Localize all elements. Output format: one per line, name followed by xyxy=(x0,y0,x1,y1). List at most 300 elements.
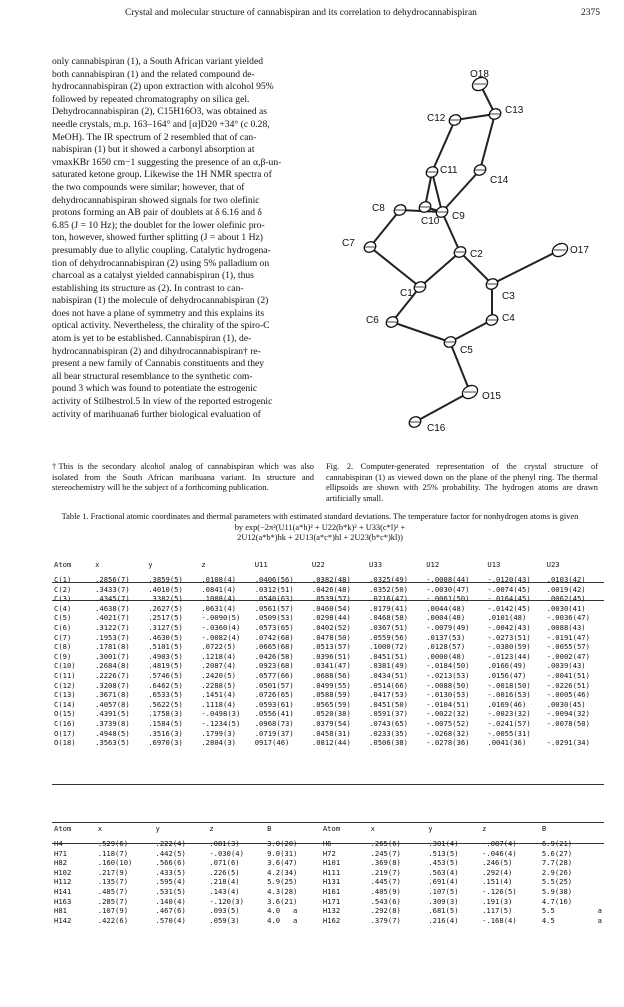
table-cell: .0103(42) xyxy=(546,575,586,584)
table-cell: C(7) xyxy=(54,632,72,642)
table-cell: .0137(53) xyxy=(426,632,466,642)
table-cell: H112 xyxy=(54,877,72,887)
table-cell: .0577(66) xyxy=(254,670,294,680)
body-line: protons forming an AB pair of doublets at δ 6.16 and δ xyxy=(52,207,262,219)
bond-line xyxy=(480,114,495,170)
table-cell: .151(4) xyxy=(482,877,513,887)
table-cell: .0460(54) xyxy=(311,603,351,613)
table-cell: -.0022(32) xyxy=(426,709,470,719)
table-cell: .0426(48) xyxy=(311,584,351,594)
table-cell: -.0130(53) xyxy=(426,690,470,700)
table-cell: .1953(7) xyxy=(95,632,130,642)
table-cell: .0402(52) xyxy=(311,622,351,632)
table-cell: .0559(56) xyxy=(369,632,408,642)
table-cell: .0565(59) xyxy=(311,699,351,709)
body-line: the two compounds were similar; however, that of xyxy=(52,181,245,193)
table-cell: -.0042(43) xyxy=(487,622,531,632)
column-header: Atom xyxy=(54,560,72,569)
table-cell: C(4) xyxy=(54,603,72,613)
table-cell: .118(7) xyxy=(97,848,129,858)
table-cell: .691(4) xyxy=(428,877,459,887)
atomic-coordinates-table xyxy=(52,558,604,748)
bond-line xyxy=(415,392,470,422)
table-cell: .0688(56) xyxy=(311,670,351,680)
body-line: charcoal as a catalyst yielded cannabispiran (1), thus xyxy=(52,270,254,282)
column-header: z xyxy=(209,824,214,833)
table-cell: .1000(72) xyxy=(369,642,408,652)
table-row xyxy=(52,623,604,633)
table-cell: H171 xyxy=(322,896,341,906)
table-row xyxy=(52,719,604,729)
table-cell: .0722(5) xyxy=(201,642,236,652)
table-cell: a xyxy=(597,915,602,925)
table-cell: .081(3) xyxy=(209,839,240,848)
table-cell: .0588(59) xyxy=(311,690,351,700)
table-cell: .2226(7) xyxy=(95,670,130,680)
table-cell: .0451(51) xyxy=(369,651,408,661)
table-cell: .3859(5) xyxy=(148,575,183,584)
atom-label: C7 xyxy=(342,238,355,249)
table-cell: .433(5) xyxy=(155,867,186,877)
table-cell: -.030(4) xyxy=(209,848,244,858)
table-cell: .219(7) xyxy=(370,867,401,877)
table-cell: .0540(63) xyxy=(254,594,294,604)
table-cell: H102 xyxy=(54,867,72,877)
table-cell: H72 xyxy=(322,848,336,858)
table-cell: -.0002(47) xyxy=(546,651,590,661)
column-header: U23 xyxy=(546,560,560,569)
table-cell: -.0078(50) xyxy=(546,718,590,728)
table-cell: -.0016(53) xyxy=(487,690,531,700)
table-cell: .467(6) xyxy=(155,906,186,916)
table-row xyxy=(52,613,604,623)
table-row xyxy=(52,594,604,604)
table-cell: .0128(57) xyxy=(426,642,466,652)
table-cell: -.0273(51) xyxy=(487,632,531,642)
atom-label: C16 xyxy=(427,423,446,434)
table-cell: .301(4) xyxy=(428,839,459,848)
table-cell: .0367(51) xyxy=(369,622,408,632)
table-cell: H131 xyxy=(322,877,341,887)
table-row xyxy=(52,868,604,878)
atom-label: O15 xyxy=(482,391,501,402)
table-cell: 5.9(25) xyxy=(267,877,298,887)
table-cell: .0556(41) xyxy=(254,709,294,719)
table-cell: .3208(7) xyxy=(95,680,130,690)
table-cell: .2517(5) xyxy=(148,613,183,623)
table-cell: 4.5 xyxy=(541,915,555,925)
table-cell: .369(8) xyxy=(370,858,401,868)
table-cell: .0513(57) xyxy=(311,642,351,652)
table-cell: -.0036(47) xyxy=(546,613,590,623)
table-cell: .0030(45) xyxy=(546,699,586,709)
table-cell: .0352(50) xyxy=(369,584,408,594)
table-cell: -.087(4) xyxy=(482,839,517,848)
body-line: nabispiran (1) the molecule of dehydrocannabispiran (2) xyxy=(52,295,269,307)
table-caption xyxy=(60,512,580,544)
table-cell: -.0094(32) xyxy=(546,709,590,719)
table-cell: 0917(46) xyxy=(254,738,290,748)
table-cell: .0041(36) xyxy=(487,738,527,748)
table-cell: -.0075(52) xyxy=(426,718,470,728)
table-cell: 3.0(20) xyxy=(267,839,298,848)
table-cell xyxy=(596,897,604,907)
table-cell: .485(7) xyxy=(97,886,129,896)
table-cell: .0478(50) xyxy=(311,632,351,642)
table-cell: .0631(4) xyxy=(201,603,236,613)
table-row xyxy=(52,575,604,585)
table-cell: -.0226(51) xyxy=(546,680,590,690)
table-cell: .3433(7) xyxy=(95,584,130,594)
table-cell: -.0120(43) xyxy=(487,575,531,584)
atom-label: C14 xyxy=(490,175,509,186)
table-row xyxy=(52,652,604,662)
body-line: MeOH). The IR spectrum of 2 resembled that of can- xyxy=(52,131,257,143)
body-line: present a new family of Cannabis constituents and they xyxy=(52,358,265,370)
table-cell: .2684(8) xyxy=(95,661,130,671)
column-header: U13 xyxy=(487,560,501,569)
table-cell: .292(4) xyxy=(482,867,513,877)
table-cell: .135(7) xyxy=(97,877,129,887)
atom-label: C10 xyxy=(421,216,440,227)
table-cell: .0743(65) xyxy=(369,718,408,728)
table-cell: .0062(45) xyxy=(546,594,586,604)
table-cell: .445(7) xyxy=(370,877,401,887)
table-row xyxy=(52,729,604,739)
table-cell: -.0055(57) xyxy=(546,642,590,652)
atom-label: C11 xyxy=(440,165,458,176)
column-header: Atom xyxy=(322,824,341,833)
table-cell: H162 xyxy=(322,915,341,925)
body-line: atom is yet to be established. Cannabispiran (1), de- xyxy=(52,333,252,345)
table-cell: .0726(65) xyxy=(254,690,294,700)
table-cell: .405(9) xyxy=(370,886,401,896)
table-row xyxy=(52,887,604,897)
atom-label: C13 xyxy=(505,105,524,116)
table-cell: .531(5) xyxy=(155,886,186,896)
table-cell: .0561(57) xyxy=(254,603,294,613)
table-cell: .140(4) xyxy=(155,896,186,906)
table-cell: .543(6) xyxy=(370,896,401,906)
column-header: x xyxy=(97,824,103,833)
table-cell: -.0023(32) xyxy=(487,709,531,719)
table-cell: .0591(37) xyxy=(369,709,408,719)
column-header: y xyxy=(428,824,433,833)
table-cell: -.1234(5) xyxy=(201,718,241,728)
table-cell: C(11) xyxy=(54,670,76,680)
table-cell: C(5) xyxy=(54,613,72,623)
table-cell: .0501(57) xyxy=(254,680,294,690)
table-cell: -.0164(45) xyxy=(487,594,531,604)
table-cell: .4630(5) xyxy=(148,632,183,642)
table-cell: .217(9) xyxy=(97,867,129,877)
table-cell: .0019(42) xyxy=(546,584,586,594)
table-cell: .191(3) xyxy=(482,896,513,906)
table-cell: .3563(5) xyxy=(95,738,130,748)
body-line: activity of Stilbestrol.5 In view of the reported estrogenic xyxy=(52,396,273,408)
page-number: 2375 xyxy=(581,8,600,18)
table-cell: .4903(5) xyxy=(148,651,183,661)
table-cell: H4 xyxy=(54,839,63,848)
body-line: both cannabispiran (1) and the related compound de- xyxy=(52,68,255,80)
table-cell xyxy=(596,877,604,887)
table-cell: .0434(51) xyxy=(369,670,408,680)
table-cell: .4057(8) xyxy=(95,699,130,709)
body-line: hydrocannabispiran (2) and dihydrocannabispiran† re- xyxy=(52,345,261,357)
table-cell: -.0074(45) xyxy=(487,584,531,594)
footnote: †This is the secondary alcohol analog of cannabispiran which was also isolated from the South African marihuana variant. Its structure and stereochemistry will be the subject of a forthcoming publication. xyxy=(52,462,314,492)
table-cell: C(10) xyxy=(54,661,76,671)
table-row xyxy=(52,700,604,710)
table-cell: .265(6) xyxy=(370,839,401,848)
table-cell: -.046(4) xyxy=(482,848,517,858)
table-cell: .0108(4) xyxy=(201,575,236,584)
table-cell: .4638(7) xyxy=(95,603,130,613)
column-header: U11 xyxy=(254,560,268,569)
table-cell: 4.7(16) xyxy=(541,896,573,906)
table-cell: .0396(51) xyxy=(311,651,351,661)
running-header xyxy=(0,8,624,24)
table-cell: 4.0 a xyxy=(267,906,298,916)
table-cell: .226(5) xyxy=(209,867,240,877)
table-cell: .216(4) xyxy=(428,915,459,925)
bond-line xyxy=(450,320,492,342)
table-cell: .0719(37) xyxy=(254,728,294,738)
table-cell: .0573(65) xyxy=(254,622,294,632)
table-cell: -.0082(4) xyxy=(201,632,241,642)
table-cell: .595(4) xyxy=(155,877,186,887)
table-cell: .2288(5) xyxy=(201,680,236,690)
table-cell: .563(4) xyxy=(428,867,459,877)
table-cell: .3382(5) xyxy=(148,594,183,604)
bond-line xyxy=(392,322,450,342)
body-line: activity of marihuana6 further biological evaluation of xyxy=(52,408,261,420)
table-cell: .0088(43) xyxy=(546,622,586,632)
table-cell: H161 xyxy=(322,886,341,896)
table-cell: .0101(48) xyxy=(487,613,527,623)
atom-label: C6 xyxy=(366,315,379,326)
table-cell: 4.3(28) xyxy=(267,886,298,896)
table-cell: .6970(3) xyxy=(148,738,183,748)
table-cell: -.0278(36) xyxy=(426,738,470,748)
table-cell: -.0018(50) xyxy=(487,680,531,690)
table-cell: -.0041(51) xyxy=(546,670,590,680)
table-cell: .0312(51) xyxy=(254,584,294,594)
table-cell: .0841(4) xyxy=(201,584,236,594)
body-line: hydrocannabispiran (2) upon extraction with alcohol 95% xyxy=(52,81,274,93)
atom-label: C9 xyxy=(452,211,465,222)
table-cell: 5.5(25) xyxy=(541,877,573,887)
table-cell: .570(4) xyxy=(155,915,186,925)
column-header: U12 xyxy=(426,560,440,569)
table-cell: .0382(48) xyxy=(311,575,351,584)
table-row xyxy=(52,738,604,748)
table-cell: .0179(41) xyxy=(369,603,408,613)
table-row xyxy=(52,906,604,916)
table-cell xyxy=(596,839,604,849)
table-cell: .4010(5) xyxy=(148,584,183,594)
ortep-drawing xyxy=(320,42,610,442)
table-cell: .0379(54) xyxy=(311,718,351,728)
table-cell: .218(4) xyxy=(209,877,240,887)
table-cell xyxy=(596,887,604,897)
table-cell: -.126(5) xyxy=(482,886,517,896)
column-header: U33 xyxy=(369,560,383,569)
table-cell: C(1) xyxy=(54,575,72,584)
table-cell: a xyxy=(597,906,602,916)
column-header: z xyxy=(201,560,206,569)
body-line: presumably due to allylic coupling. Catalytic hydrogena- xyxy=(52,244,271,256)
table-cell: 3.6(21) xyxy=(267,896,298,906)
table-cell: -.168(4) xyxy=(482,915,517,925)
table-cell: .0539(57) xyxy=(311,594,351,604)
table-cell: H81 xyxy=(54,906,67,916)
table-cell: .0298(44) xyxy=(311,613,351,623)
column-header: y xyxy=(148,560,153,569)
table-cell xyxy=(596,868,604,878)
bond-line xyxy=(370,247,420,287)
body-line: 6.85 (J = 10 Hz); the doublet for the lower olefinic pro- xyxy=(52,219,265,231)
column-header: Atom xyxy=(54,824,72,833)
table-cell: -.0061(50) xyxy=(426,594,470,604)
table-cell: 6.9(21) xyxy=(541,839,573,848)
table-cell: .059(3) xyxy=(209,915,240,925)
table-cell: .4021(7) xyxy=(95,613,130,623)
atom-label: C1 xyxy=(400,288,413,299)
table-cell: .1584(5) xyxy=(148,718,183,728)
table-cell: .0514(66) xyxy=(369,680,408,690)
bond-line xyxy=(370,210,400,247)
table-cell: -.0191(47) xyxy=(546,632,590,642)
table-cell: -.0268(32) xyxy=(426,728,470,738)
table-cell: .0233(35) xyxy=(369,728,408,738)
table-row xyxy=(52,858,604,868)
atom-label: C5 xyxy=(460,345,473,356)
atom-label: C3 xyxy=(502,291,515,302)
table-cell: H141 xyxy=(54,886,72,896)
running-title: Crystal and molecular structure of cannabispiran and its correlation to dehydrocannabispiran xyxy=(125,8,477,18)
table-row xyxy=(52,877,604,887)
table-cell: 5.9(38) xyxy=(541,886,573,896)
table-cell: .0520(38) xyxy=(311,709,351,719)
table-cell: .2420(5) xyxy=(201,670,236,680)
column-header: B xyxy=(267,824,272,833)
table-cell: .1799(3) xyxy=(201,728,236,738)
table-cell: 4.0 a xyxy=(267,915,298,925)
body-line: pound 3 which was found to potentiate the estrogenic xyxy=(52,383,258,395)
table-cell: .3122(7) xyxy=(95,622,130,632)
table-cell: -.0104(51) xyxy=(426,699,470,709)
table-cell: C(6) xyxy=(54,622,72,632)
table-cell: .0458(31) xyxy=(311,728,351,738)
table-cell: C(2) xyxy=(54,584,72,594)
table-cell: -.0380(59) xyxy=(487,642,531,652)
table-cell: -.0008(44) xyxy=(426,575,470,584)
table-cell: .453(5) xyxy=(428,858,459,868)
table-cell: O(18) xyxy=(54,738,76,748)
body-line: Dehydrocannabispiran (2), C15H16O3, was obtained as xyxy=(52,106,268,118)
table-cell: .5622(5) xyxy=(148,699,183,709)
table-cell: .285(7) xyxy=(97,896,129,906)
table-cell: C(14) xyxy=(54,699,76,709)
table-cell: -.0090(5) xyxy=(201,613,241,623)
figure-caption: Fig. 2. Computer-generated representation of the crystal structure of cannabispiran (1) as viewed down on the plane of the phenyl ring. The thermal ellipsoids are shown with 25% probability. The hydrogen atoms are drawn artificially small. xyxy=(326,462,598,503)
table-row xyxy=(52,661,604,671)
atom-label: C8 xyxy=(372,203,385,214)
table-cell: -.0213(53) xyxy=(426,670,470,680)
table-row xyxy=(52,642,604,652)
table-cell: H101 xyxy=(322,858,341,868)
table-cell: .0381(49) xyxy=(369,661,408,671)
table-cell: .0156(47) xyxy=(487,670,527,680)
table-cell: .0923(68) xyxy=(254,661,294,671)
table-cell: C(12) xyxy=(54,680,76,690)
body-line: nabispiran (1) but it showed a carbonyl absorption at xyxy=(52,144,255,156)
table-cell: .379(7) xyxy=(370,915,401,925)
table-cell: .5746(5) xyxy=(148,670,183,680)
column-header: B xyxy=(541,824,547,833)
table-cell: .222(4) xyxy=(155,839,186,848)
table-cell: -.0055(31) xyxy=(487,728,531,738)
atom-label: O17 xyxy=(570,245,589,256)
table-cell: .0509(53) xyxy=(254,613,294,623)
table-cell: .0325(49) xyxy=(369,575,408,584)
table-cell: H163 xyxy=(54,896,72,906)
table-cell: 7.7(28) xyxy=(541,858,573,868)
table-cell: .1758(3) xyxy=(148,709,183,719)
body-line: ton, however, showed further splitting (J = about 1 Hz) xyxy=(52,232,263,244)
body-line: all bear structural resemblance to the synthetic com- xyxy=(52,370,253,382)
table-row xyxy=(52,633,604,643)
table-cell: .071(6) xyxy=(209,858,240,868)
table-row xyxy=(52,681,604,691)
table-cell xyxy=(596,858,604,868)
table-cell: .0742(68) xyxy=(254,632,294,642)
hydrogen-coordinates-table xyxy=(52,822,604,925)
column-header: x xyxy=(370,824,375,833)
table-cell: .0506(38) xyxy=(369,738,408,748)
table-cell: 9.0(31) xyxy=(267,848,298,858)
table-cell: C(3) xyxy=(54,594,72,604)
table-cell: .6533(5) xyxy=(148,690,183,700)
table-cell: -.0142(45) xyxy=(487,603,531,613)
table-row xyxy=(52,709,604,719)
table-cell: .0166(49) xyxy=(487,661,527,671)
column-header: U22 xyxy=(311,560,325,569)
table-cell: -.0360(4) xyxy=(201,622,241,632)
table-cell: C(16) xyxy=(54,718,76,728)
bond-line xyxy=(420,252,460,287)
table-cell: .3001(7) xyxy=(95,651,130,661)
table-cell: .245(7) xyxy=(370,848,401,858)
table-cell: .0968(73) xyxy=(254,718,294,728)
table-row xyxy=(52,585,604,595)
table-cell: -.0088(50) xyxy=(426,680,470,690)
table-cell: .0030(41) xyxy=(546,603,586,613)
table-cell: -.0030(47) xyxy=(426,584,470,594)
table-cell: -.0005(46) xyxy=(546,690,590,700)
table-cell: .292(8) xyxy=(370,906,401,916)
table-cell: 5.5 xyxy=(541,906,555,916)
table-cell: .529(6) xyxy=(97,839,129,848)
table-cell: .3127(5) xyxy=(148,622,183,632)
atom-label: O18 xyxy=(470,69,489,80)
body-line: νmaxKBr 1650 cm−1 suggesting the presence of an α,β-un- xyxy=(52,156,282,168)
table-cell: .246(5) xyxy=(482,858,513,868)
table-cell: .093(5) xyxy=(209,906,240,916)
table-cell: C(9) xyxy=(54,651,72,661)
table-cell: -.0241(57) xyxy=(487,718,531,728)
